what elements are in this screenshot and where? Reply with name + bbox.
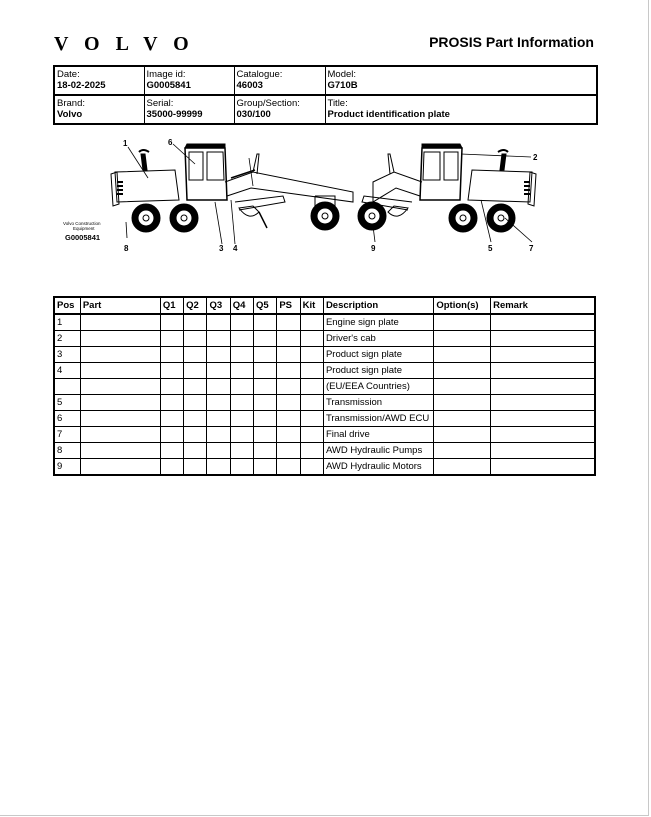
row-cell (230, 331, 253, 347)
row-description: Driver's cab (323, 331, 433, 347)
row-cell (230, 347, 253, 363)
row-cell (277, 331, 300, 347)
table-row (54, 427, 595, 443)
row-pos: 9 (54, 459, 80, 476)
row-cell (434, 459, 491, 476)
row-cell (491, 443, 595, 459)
group-value: 030/100 (236, 109, 271, 120)
row-cell (160, 427, 183, 443)
row-cell (207, 331, 230, 347)
row-cell (254, 363, 277, 379)
row-cell (80, 363, 160, 379)
row-pos: 1 (54, 314, 80, 331)
row-cell (277, 363, 300, 379)
col-kit: Kit (300, 297, 323, 314)
brand-cell (54, 95, 144, 124)
table-row (54, 314, 595, 331)
col-ps: PS (277, 297, 300, 314)
image-id-cell (144, 66, 234, 95)
row-cell (491, 459, 595, 476)
row-cell (207, 395, 230, 411)
table-row (54, 395, 595, 411)
row-cell (160, 459, 183, 476)
row-cell (207, 427, 230, 443)
row-cell (434, 411, 491, 427)
col-q5: Q5 (254, 297, 277, 314)
table-row (54, 363, 595, 379)
row-cell (491, 363, 595, 379)
row-cell (491, 331, 595, 347)
row-cell (277, 314, 300, 331)
row-cell (207, 443, 230, 459)
brand-label: Brand: (57, 98, 85, 109)
document-title: PROSIS Part Information (429, 34, 594, 50)
row-cell (184, 443, 207, 459)
row-cell (160, 331, 183, 347)
table-row (54, 411, 595, 427)
parts-table (53, 296, 596, 476)
row-pos: 6 (54, 411, 80, 427)
row-cell (434, 379, 491, 395)
date-cell (54, 66, 144, 95)
row-cell (254, 347, 277, 363)
model-value: G710B (327, 80, 358, 91)
row-description: AWD Hydraulic Motors (323, 459, 433, 476)
row-cell (184, 347, 207, 363)
row-pos: 5 (54, 395, 80, 411)
row-cell (254, 379, 277, 395)
row-cell (230, 459, 253, 476)
row-pos: 2 (54, 331, 80, 347)
table-row (54, 443, 595, 459)
volvo-logo: VOLVO (54, 33, 205, 55)
row-cell (254, 427, 277, 443)
row-pos: 7 (54, 427, 80, 443)
row-cell (184, 427, 207, 443)
row-cell (184, 363, 207, 379)
parts-body (54, 314, 595, 475)
row-cell (491, 379, 595, 395)
row-description: Engine sign plate (323, 314, 433, 331)
row-cell (230, 379, 253, 395)
row-cell (277, 459, 300, 476)
row-cell (184, 395, 207, 411)
date-value: 18-02-2025 (57, 80, 106, 91)
row-cell (160, 443, 183, 459)
row-cell (300, 411, 323, 427)
row-cell (254, 395, 277, 411)
row-cell (254, 459, 277, 476)
row-cell (254, 411, 277, 427)
row-cell (491, 395, 595, 411)
row-cell (434, 443, 491, 459)
row-cell (434, 395, 491, 411)
row-cell (207, 459, 230, 476)
row-cell (207, 314, 230, 331)
callout-4: 4 (233, 244, 238, 253)
row-cell (434, 427, 491, 443)
row-pos (54, 379, 80, 395)
callout-1: 1 (123, 139, 128, 148)
row-cell (434, 331, 491, 347)
row-cell (80, 379, 160, 395)
row-cell (207, 379, 230, 395)
maker-line-1: Volvo Construction (63, 221, 101, 226)
col-description: Description (323, 297, 433, 314)
model-cell (325, 66, 597, 95)
title-label: Title: (327, 98, 348, 109)
row-cell (230, 427, 253, 443)
serial-cell (144, 95, 234, 124)
row-cell (277, 411, 300, 427)
row-description: (EU/EEA Countries) (323, 379, 433, 395)
table-row (54, 379, 595, 395)
info-table (53, 65, 598, 125)
brand-value: Volvo (57, 109, 83, 120)
row-cell (277, 347, 300, 363)
callout-2: 2 (533, 153, 538, 162)
left-grader-illustration (111, 144, 353, 244)
col-part: Part (80, 297, 160, 314)
row-cell (160, 314, 183, 331)
row-cell (80, 459, 160, 476)
row-cell (434, 363, 491, 379)
row-cell (277, 443, 300, 459)
catalogue-value: 46003 (236, 80, 263, 91)
row-cell (254, 331, 277, 347)
parts-header-row (54, 297, 595, 314)
row-cell (184, 379, 207, 395)
catalogue-label: Catalogue: (236, 69, 283, 80)
col-remark: Remark (491, 297, 595, 314)
col-q3: Q3 (207, 297, 230, 314)
row-cell (300, 395, 323, 411)
row-pos: 3 (54, 347, 80, 363)
row-cell (434, 347, 491, 363)
row-description: Transmission (323, 395, 433, 411)
model-label: Model: (327, 69, 357, 80)
row-cell (491, 411, 595, 427)
row-cell (300, 443, 323, 459)
row-description: Transmission/AWD ECU (323, 411, 433, 427)
col-pos: Pos (54, 297, 80, 314)
row-cell (160, 347, 183, 363)
row-cell (184, 459, 207, 476)
row-cell (207, 363, 230, 379)
row-cell (254, 443, 277, 459)
serial-label: Serial: (146, 98, 174, 109)
row-cell (230, 411, 253, 427)
callout-8: 8 (124, 244, 129, 253)
row-description: AWD Hydraulic Pumps (323, 443, 433, 459)
callout-7: 7 (529, 244, 534, 253)
row-cell (184, 331, 207, 347)
maker-line-2: Equipment (73, 226, 95, 231)
callout-9: 9 (371, 244, 376, 253)
image-id-value: G0005841 (146, 80, 191, 91)
row-cell (300, 379, 323, 395)
group-cell (234, 95, 325, 124)
row-cell (300, 331, 323, 347)
table-row (54, 459, 595, 476)
table-row (54, 331, 595, 347)
image-id-label: Image id: (146, 69, 186, 80)
row-description: Product sign plate (323, 347, 433, 363)
row-cell (300, 314, 323, 331)
row-description: Final drive (323, 427, 433, 443)
row-cell (230, 395, 253, 411)
catalogue-cell (234, 66, 325, 95)
col-q1: Q1 (160, 297, 183, 314)
row-cell (184, 314, 207, 331)
date-label: Date: (57, 69, 80, 80)
callout-6: 6 (168, 138, 173, 147)
serial-value: 35000-99999 (146, 109, 203, 120)
row-cell (80, 427, 160, 443)
row-cell (160, 379, 183, 395)
row-cell (491, 427, 595, 443)
row-cell (160, 363, 183, 379)
row-cell (277, 379, 300, 395)
col-q2: Q2 (184, 297, 207, 314)
row-cell (300, 427, 323, 443)
row-description: Product sign plate (323, 363, 433, 379)
row-cell (491, 347, 595, 363)
callout-3: 3 (219, 244, 224, 253)
row-cell (80, 395, 160, 411)
row-cell (80, 411, 160, 427)
row-cell (277, 395, 300, 411)
row-cell (300, 347, 323, 363)
title-value: Product identification plate (327, 109, 450, 120)
row-pos: 8 (54, 443, 80, 459)
diagram-image-id: G0005841 (65, 233, 101, 242)
motor-grader-diagram (53, 130, 596, 260)
col-options: Option(s) (434, 297, 491, 314)
row-cell (80, 314, 160, 331)
row-cell (230, 363, 253, 379)
row-cell (277, 427, 300, 443)
row-cell (80, 443, 160, 459)
row-cell (300, 363, 323, 379)
table-row (54, 347, 595, 363)
row-cell (434, 314, 491, 331)
group-label: Group/Section: (236, 98, 300, 109)
row-cell (80, 347, 160, 363)
row-cell (207, 347, 230, 363)
row-cell (207, 411, 230, 427)
title-cell (325, 95, 597, 124)
row-cell (230, 443, 253, 459)
row-cell (160, 395, 183, 411)
row-cell (254, 314, 277, 331)
callout-5: 5 (488, 244, 493, 253)
row-cell (160, 411, 183, 427)
row-cell (300, 459, 323, 476)
col-q4: Q4 (230, 297, 253, 314)
row-pos: 4 (54, 363, 80, 379)
row-cell (491, 314, 595, 331)
row-cell (184, 411, 207, 427)
right-grader-illustration (358, 144, 536, 242)
row-cell (230, 314, 253, 331)
row-cell (80, 331, 160, 347)
